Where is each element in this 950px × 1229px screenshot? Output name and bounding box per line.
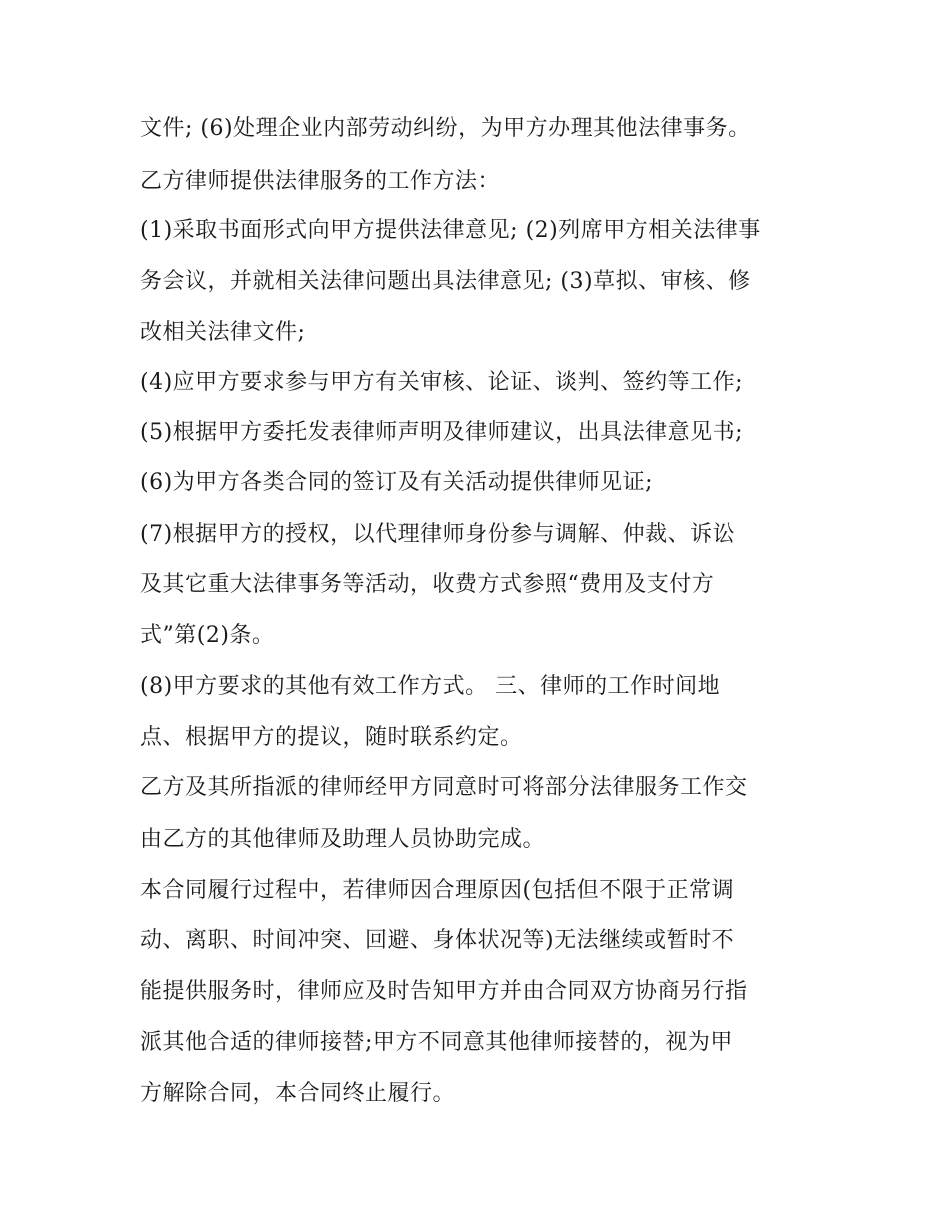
text-line: (1)采取书面形式向甲方提供法律意见; (2)列席甲方相关法律事 bbox=[140, 218, 761, 243]
text-line: (6)为甲方各类合同的签订及有关活动提供律师见证; bbox=[140, 470, 654, 495]
text-line: 乙方及其所指派的律师经甲方同意时可将部分法律服务工作交 bbox=[140, 775, 748, 800]
text-line: (8)甲方要求的其他有效工作方式。 三、律师的工作时间地 bbox=[140, 674, 721, 699]
text-line: 由乙方的其他律师及助理人员协助完成。 bbox=[140, 827, 546, 852]
text-line: 点、根据甲方的提议，随时联系约定。 bbox=[140, 725, 523, 750]
text-line: 改相关法律文件; bbox=[140, 320, 306, 345]
text-line: 文件; (6)处理企业内部劳动纠纷，为甲方办理其他法律事务。 bbox=[140, 116, 751, 141]
text-line: 式”第(2)条。 bbox=[140, 623, 275, 648]
text-line: 派其他合适的律师接替;甲方不同意其他律师接替的，视为甲 bbox=[140, 1030, 733, 1055]
text-line: 乙方律师提供法律服务的工作方法： bbox=[140, 169, 501, 194]
text-line: 务会议，并就相关法律问题出具法律意见; (3)草拟、审核、修 bbox=[140, 269, 751, 294]
text-line: (4)应甲方要求参与甲方有关审核、论证、谈判、签约等工作; bbox=[140, 370, 744, 395]
text-line: 本合同履行过程中，若律师因合理原因(包括但不限于正常调 bbox=[140, 878, 735, 903]
text-line: (7)根据甲方的授权，以代理律师身份参与调解、仲裁、诉讼 bbox=[140, 522, 736, 547]
text-line: (5)根据甲方委托发表律师声明及律师建议，出具法律意见书; bbox=[140, 420, 744, 445]
text-line: 能提供服务时，律师应及时告知甲方并由合同双方协商另行指 bbox=[140, 979, 748, 1004]
text-line: 及其它重大法律事务等活动，收费方式参照“费用及支付方 bbox=[140, 572, 715, 597]
text-line: 动、离职、时间冲突、回避、身体状况等)无法继续或暂时不 bbox=[140, 928, 735, 953]
text-line: 方解除合同，本合同终止履行。 bbox=[140, 1081, 456, 1106]
